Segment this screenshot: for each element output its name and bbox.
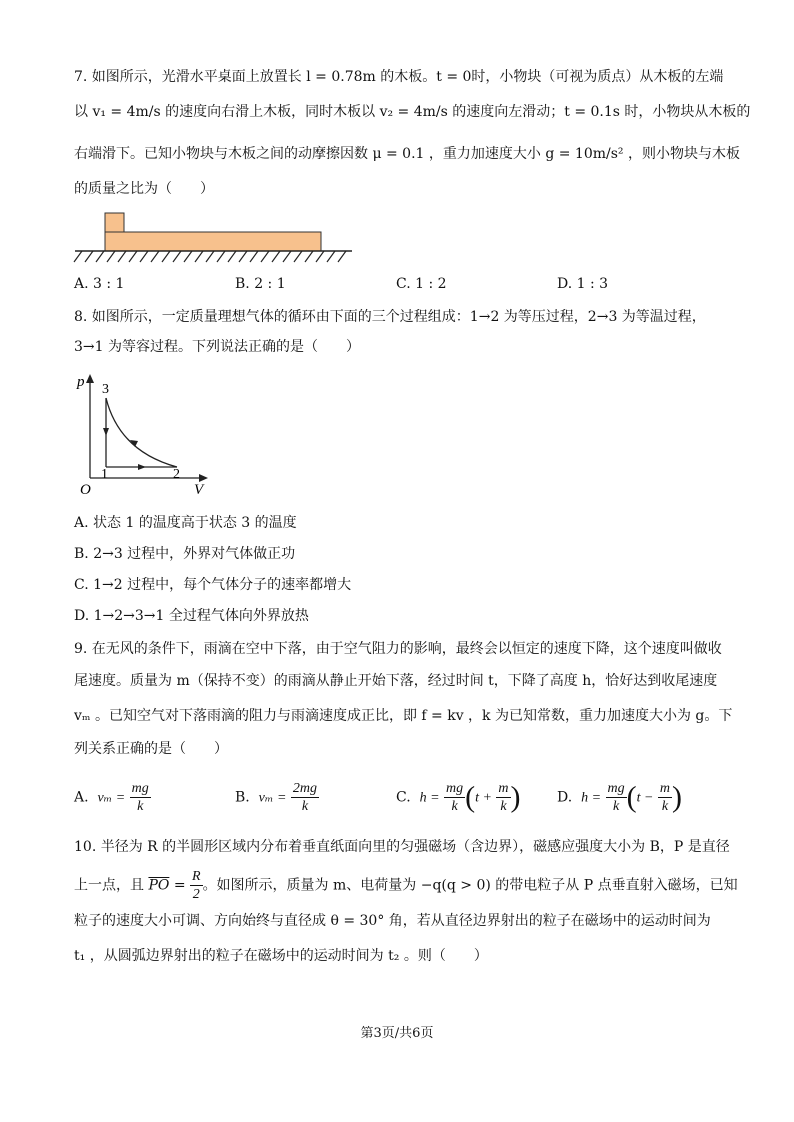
formula-lhs: vₘ = bbox=[258, 790, 287, 806]
q9-line-4: 列关系正确的是（ ） bbox=[74, 741, 228, 757]
q10-line-2 bbox=[74, 868, 738, 903]
small-block bbox=[105, 213, 124, 232]
fraction: $\frac{mg}{k}$ bbox=[445, 781, 464, 814]
inner-term: t + bbox=[475, 790, 492, 806]
q7-line-4: 的质量之比为（ ） bbox=[74, 181, 214, 197]
q9-option-d[interactable]: D. h = $\frac{mg}{k}$ (t − $\frac{m}{k}$ ) bbox=[557, 780, 683, 814]
formula-lhs: vₘ = bbox=[97, 790, 126, 806]
q9-option-a[interactable] bbox=[74, 780, 151, 815]
fraction-r-2: $\frac{R}{2}$ bbox=[192, 869, 201, 902]
text-segment: 上一点，且 bbox=[74, 877, 144, 894]
q7-option-c[interactable]: C. 1 : 2 bbox=[396, 276, 447, 292]
process-2-3 bbox=[106, 398, 177, 467]
fraction-inner: $\frac{m}{k}$ bbox=[498, 781, 509, 814]
q7-option-d[interactable]: D. 1 : 3 bbox=[557, 276, 609, 292]
q9-line-3: vₘ 。已知空气对下落雨滴的阻力与雨滴速度成正比，即 f = kv ，k 为已知常数，重力加速度大小为 g。下 bbox=[74, 708, 733, 724]
q8-option-a[interactable]: A. 状态 1 的温度高于状态 3 的温度 bbox=[74, 515, 297, 531]
q8-pv-graph bbox=[74, 368, 214, 502]
q10-line-4: t₁ ，从圆弧边界射出的粒子在磁场中的运动时间为 t₂ 。则（ ） bbox=[74, 948, 488, 964]
q8-line-2: 3→1 为等容过程。下列说法正确的是（ ） bbox=[74, 339, 360, 355]
fraction-inner: $\frac{m}{k}$ bbox=[659, 781, 671, 814]
q7-line-1: 7. 如图所示，光滑水平桌面上放置长 l = 0.78m 的木板。t = 0时，小物块（可视为质点）从木板的左端 bbox=[74, 69, 724, 85]
option-label: C. bbox=[396, 789, 411, 806]
q7-option-a[interactable]: A. 3 : 1 bbox=[74, 276, 125, 292]
q7-board-figure bbox=[70, 205, 360, 267]
q8-line-1: 8. 如图所示，一定质量理想气体的循环由下面的三个过程组成：1→2 为等压过程，2→3 为等温过程， bbox=[74, 309, 706, 325]
option-label: A. bbox=[74, 789, 89, 806]
q7-line-3: 右端滑下。已知小物块与木板之间的动摩擦因数 μ = 0.1 ，重力加速度大小 g = 10m/s² ，则小物块与木板 bbox=[74, 146, 740, 162]
p-axis-label: p bbox=[77, 374, 85, 390]
page-footer: 第3页/共6页 bbox=[360, 1026, 434, 1041]
fraction: $\frac{2mg}{k}$ bbox=[292, 781, 317, 814]
ground-hatch bbox=[74, 251, 346, 262]
text-segment: 。如图所示，质量为 m、电荷量为 −q(q > 0) 的带电粒子从 P 点垂直射入磁场，已知 bbox=[202, 877, 738, 894]
option-label: D. bbox=[557, 789, 573, 806]
q9-line-2: 尾速度。质量为 m（保持不变）的雨滴从静止开始下落，经过时间 t，下降了高度 h，恰好达到收尾速度 bbox=[74, 673, 718, 689]
fraction: $\frac{mg}{k}$ bbox=[607, 781, 625, 814]
equals-sign: = bbox=[173, 877, 186, 894]
formula-lhs: h = bbox=[581, 790, 602, 806]
arrow-3-1 bbox=[103, 428, 109, 436]
q8-option-b[interactable]: B. 2→3 过程中，外界对气体做正功 bbox=[74, 546, 296, 562]
q10-line-3: 粒子的速度大小可调、方向始终与直径成 θ = 30° 角，若从直径边界射出的粒子在磁场中的运动时间为 bbox=[74, 913, 711, 929]
arrow-1-2 bbox=[138, 464, 146, 470]
point-2-label: 2 bbox=[173, 467, 180, 482]
q7-line-2: 以 v₁ = 4m/s 的速度向右滑上木板，同时木板以 v₂ = 4m/s 的速度向左滑动；t = 0.1s 时，小物块从木板的 bbox=[74, 104, 751, 120]
q9-option-b[interactable] bbox=[235, 780, 319, 815]
inner-term: t − bbox=[636, 790, 654, 806]
v-axis-arrow bbox=[199, 474, 208, 482]
segment-po: $\overline{PO}$ bbox=[148, 877, 170, 894]
fraction: $\frac{mg}{k}$ bbox=[131, 781, 149, 814]
v-axis-label: V bbox=[194, 482, 204, 498]
q10-line-1: 10. 半径为 R 的半圆形区域内分布着垂直纸面向里的匀强磁场（含边界），磁感应强度大小为 B，P 是直径 bbox=[74, 839, 730, 855]
option-label: B. bbox=[235, 789, 250, 806]
point-3-label: 3 bbox=[102, 382, 109, 397]
origin-label: O bbox=[80, 482, 91, 498]
wooden-board bbox=[105, 232, 321, 251]
q8-option-d[interactable]: D. 1→2→3→1 全过程气体向外界放热 bbox=[74, 608, 309, 624]
p-axis-arrow bbox=[86, 374, 94, 383]
q7-option-b[interactable]: B. 2 : 1 bbox=[235, 276, 286, 292]
formula-lhs: h = bbox=[419, 790, 440, 806]
q9-option-c[interactable]: C. h = $\frac{mg}{k}$ (t + $\frac{m}{k}$ ) bbox=[396, 780, 521, 814]
point-1-label: 1 bbox=[101, 467, 108, 482]
q8-option-c[interactable]: C. 1→2 过程中，每个气体分子的速率都增大 bbox=[74, 577, 352, 593]
q9-line-1: 9. 在无风的条件下，雨滴在空中下落，由于空气阻力的影响，最终会以恒定的速度下降，这个速度叫做收 bbox=[74, 641, 722, 657]
